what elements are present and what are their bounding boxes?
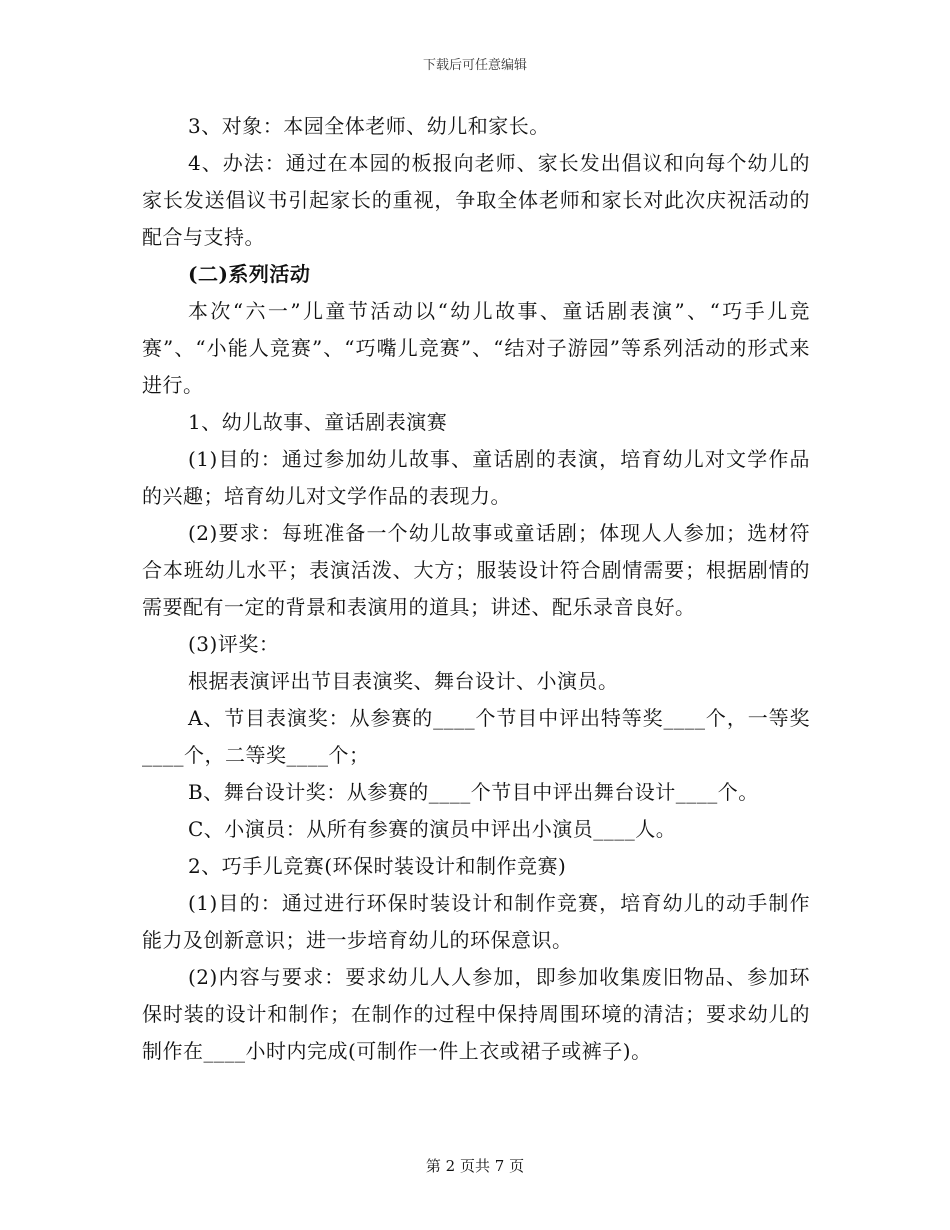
paragraph-target-audience: 3、对象：本园全体老师、幼儿和家长。: [188, 114, 550, 138]
paragraph-story-requirements: (2)要求：每班准备一个幼儿故事或童话剧；体现人人参加；选材符合本班幼儿水平；表演活泼、大方；服装设计符合剧情需要；根据剧情的需要配有一定的背景和表演用的道具；讲述、配乐录音良好。: [142, 521, 810, 619]
subheading-handcraft-contest: 2、巧手儿竞赛(环保时装设计和制作竞赛): [188, 854, 567, 878]
paragraph-awards-basis: 根据表演评出节目表演奖、舞台设计、小演员。: [188, 669, 619, 693]
paragraph-award-b: B、舞台设计奖：从参赛的____个节目中评出舞台设计____个。: [188, 780, 759, 804]
page-footer: 第 2 页共 7 页: [425, 1157, 525, 1175]
document-body: [142, 108, 810, 1070]
section-heading-series-activities: (二)系列活动: [188, 262, 311, 286]
subheading-story-performance: 1、幼儿故事、童话剧表演赛: [188, 410, 448, 434]
header-note: 下载后可任意编辑: [422, 58, 527, 73]
paragraph-story-awards-label: (3)评奖：: [188, 632, 280, 656]
paragraph-award-c: C、小演员：从所有参赛的演员中评出小演员____人。: [188, 817, 677, 841]
paragraph-method: 4、办法：通过在本园的板报向老师、家长发出倡议和向每个幼儿的家长发送倡议书引起家长的重视，争取全体老师和家长对此次庆祝活动的配合与支持。: [142, 151, 810, 249]
paragraph-award-a: A、节目表演奖：从参赛的____个节目中评出特等奖____个，一等奖____个，二等奖____个；: [142, 706, 810, 767]
paragraph-handcraft-requirements: (2)内容与要求：要求幼儿人人参加，即参加收集废旧物品、参加环保时装的设计和制作；在制作的过程中保持周围环境的清洁；要求幼儿的制作在____小时内完成(可制作一件上衣或裙子或裤子)。: [142, 965, 810, 1063]
paragraph-activities-intro: 本次“六一”儿童节活动以“幼儿故事、童话剧表演”、“巧手儿竞赛”、“小能人竞赛”、“巧嘴儿竞赛”、“结对子游园”等系列活动的形式来进行。: [142, 299, 810, 397]
paragraph-handcraft-purpose: (1)目的：通过进行环保时装设计和制作竞赛，培育幼儿的动手制作能力及创新意识；进一步培育幼儿的环保意识。: [142, 891, 810, 952]
paragraph-story-purpose: (1)目的：通过参加幼儿故事、童话剧的表演，培育幼儿对文学作品的兴趣；培育幼儿对文学作品的表现力。: [142, 447, 810, 508]
